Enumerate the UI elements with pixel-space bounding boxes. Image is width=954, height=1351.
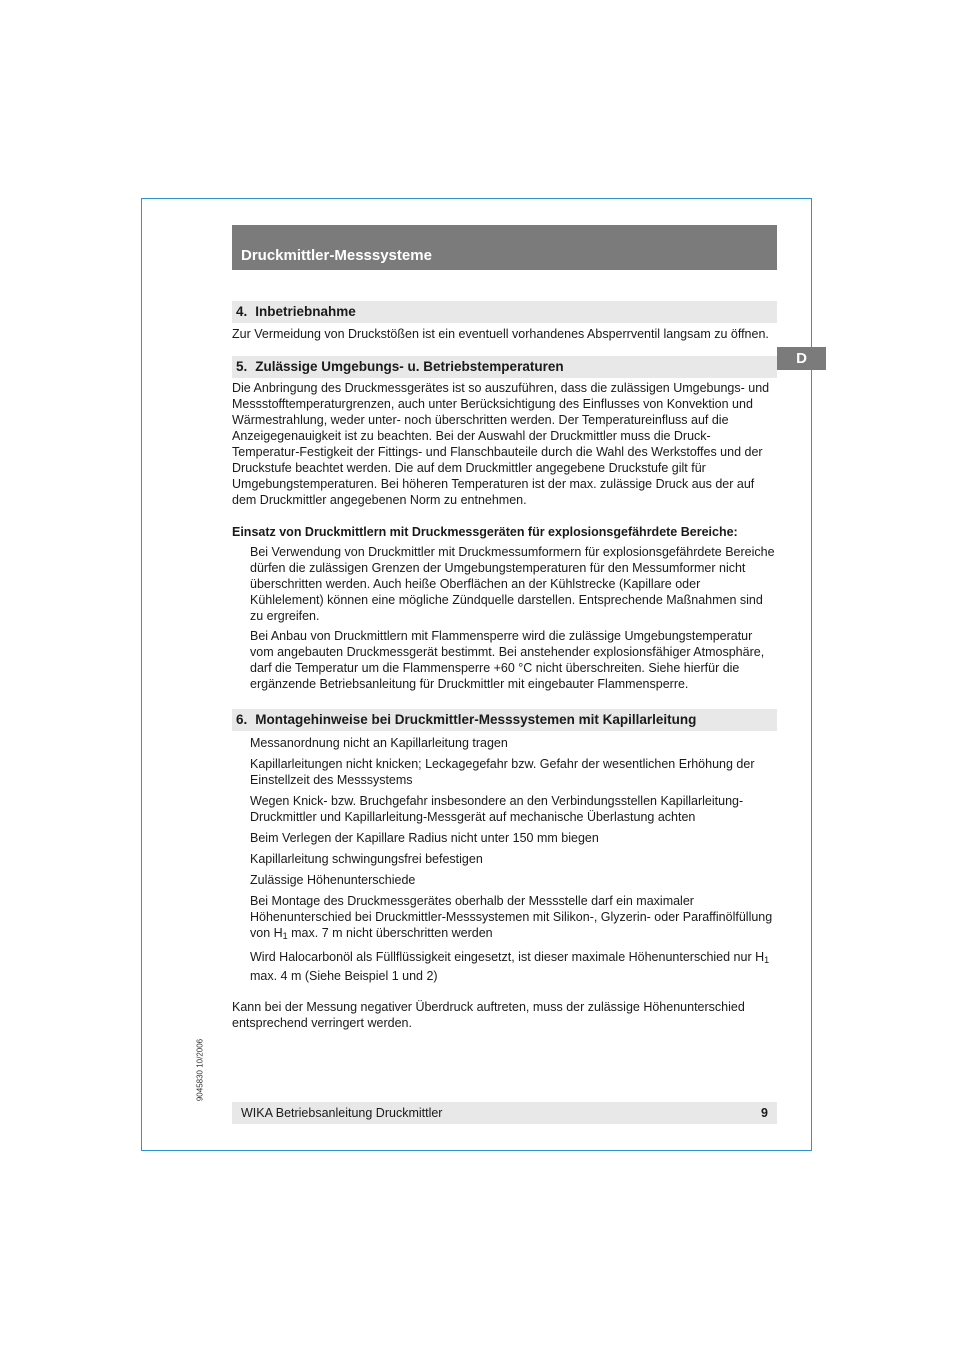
list-item: Zulässige Höhenunterschiede	[250, 873, 416, 887]
section-5-text: Die Anbringung des Druckmessgerätes ist so auszuführen, dass die zulässigen Umgebungs- und Messstofftemperaturgrenzen, auch unter Berücksichtigung des Einflusses von Konvektion und Wärmestrahlung, weder unter- noch überschritten werden. Der Temperatureinfluss auf die Anzeigegenauigkeit ist zu beachten. Bei der Auswahl der Druckmittler muss die Druck-Temperatur-Festigkeit der Fittings- und Flanschbauteile durch die Wahl des Werkstoffes und der Druckstufe beachtet werden. Die auf dem Druckmittler angegebene Druckstufe gilt für Umgebungstemperaturen. Bei höheren Temperaturen ist der max. zulässige Druck aus der auf dem Druckmittler angegebenen Norm zu entnehmen.	[232, 381, 770, 507]
item-text: Bei Montage des Druckmessgerätes oberhalb der Messstelle darf ein maximaler Höhenunterschied bei Druckmittler-Messsystemen mit Silikon-, Glyzerin- oder Paraffinölfüllung von H	[250, 894, 773, 940]
list-item: Wegen Knick- bzw. Bruchgefahr insbesondere an den Verbindungsstellen Kapillarleitung-Druckmittler und Kapillarleitung-Messgerät auf mechanische Überlastung achten	[250, 794, 744, 824]
subscript: 1	[282, 931, 288, 941]
list-item: Messanordnung nicht an Kapillarleitung tragen	[250, 736, 508, 750]
ex-paragraph-1: Bei Verwendung von Druckmittler mit Druckmessumformern für explosionsgefährdete Bereiche dürfen die zulässigen Grenzen der Umgebungstemperaturen für den Messumformer nicht überschritten werden. Auch heiße Oberflächen an der Kühlstrecke (Kapillare oder Kühlelement) können eine mögliche Zündquelle darstellen. Entsprechende Maßnahmen sind zu ergreifen.	[250, 545, 775, 623]
section-4-heading	[232, 301, 777, 323]
footer-bar	[232, 1102, 777, 1124]
section-number: 4.	[236, 304, 248, 319]
item-text: Wird Halocarbonöl als Füllflüssigkeit eingesetzt, ist dieser maximale Höhenunterschied nur H	[250, 950, 765, 964]
section-number: 5.	[236, 359, 248, 374]
section-number: 6.	[236, 712, 248, 727]
mounting-list	[232, 735, 777, 984]
page-number: 9	[761, 1106, 768, 1120]
section-title: Inbetriebnahme	[255, 304, 356, 319]
footer-title: WIKA Betriebsanleitung Druckmittler	[241, 1106, 443, 1120]
section-title: Zulässige Umgebungs- u. Betriebstemperaturen	[255, 359, 564, 374]
main-content	[232, 301, 777, 1031]
section-5-heading	[232, 356, 777, 378]
header-bar	[232, 225, 777, 270]
section-4-text: Zur Vermeidung von Druckstößen ist ein eventuell vorhandenes Absperrventil langsam zu öffnen.	[232, 327, 769, 341]
item-text: max. 4 m (Siehe Beispiel 1 und 2)	[250, 969, 438, 983]
section-6-heading	[232, 709, 777, 731]
list-item: Kapillarleitungen nicht knicken; Leckagegefahr bzw. Gefahr der wesentlichen Erhöhung der Einstellzeit des Messsystems	[250, 757, 755, 787]
list-item: Beim Verlegen der Kapillare Radius nicht unter 150 mm biegen	[250, 831, 599, 845]
subscript: 1	[764, 955, 770, 965]
document-code: 9045830 10/2006	[195, 1038, 205, 1102]
list-item	[232, 949, 777, 984]
item-text: max. 7 m nicht überschritten werden	[287, 926, 493, 940]
language-tab: D	[777, 347, 826, 370]
ex-heading: Einsatz von Druckmittlern mit Druckmessgeräten für explosionsgefährdete Bereiche:	[232, 525, 738, 539]
section-title: Montagehinweise bei Druckmittler-Messsystemen mit Kapillarleitung	[255, 712, 697, 727]
ex-paragraph-2: Bei Anbau von Druckmittlern mit Flammensperre wird die zulässige Umgebungstemperatur vom angebauten Druckmessgerät bestimmt. Bei anstehender explosionsfähiger Atmosphäre, darf die Temperatur um die Flammensperre +60 °C nicht überschreiten. Siehe hierfür die ergänzende Betriebsanleitung für Druckmittler mit eingebauter Flammensperre.	[250, 629, 765, 691]
page-title: Druckmittler-Messsysteme	[241, 247, 432, 264]
closing-text: Kann bei der Messung negativer Überdruck auftreten, muss der zulässige Höhenunterschied entsprechend verringert werden.	[232, 1000, 745, 1030]
list-item: Kapillarleitung schwingungsfrei befestigen	[250, 852, 483, 866]
list-item	[232, 893, 777, 944]
